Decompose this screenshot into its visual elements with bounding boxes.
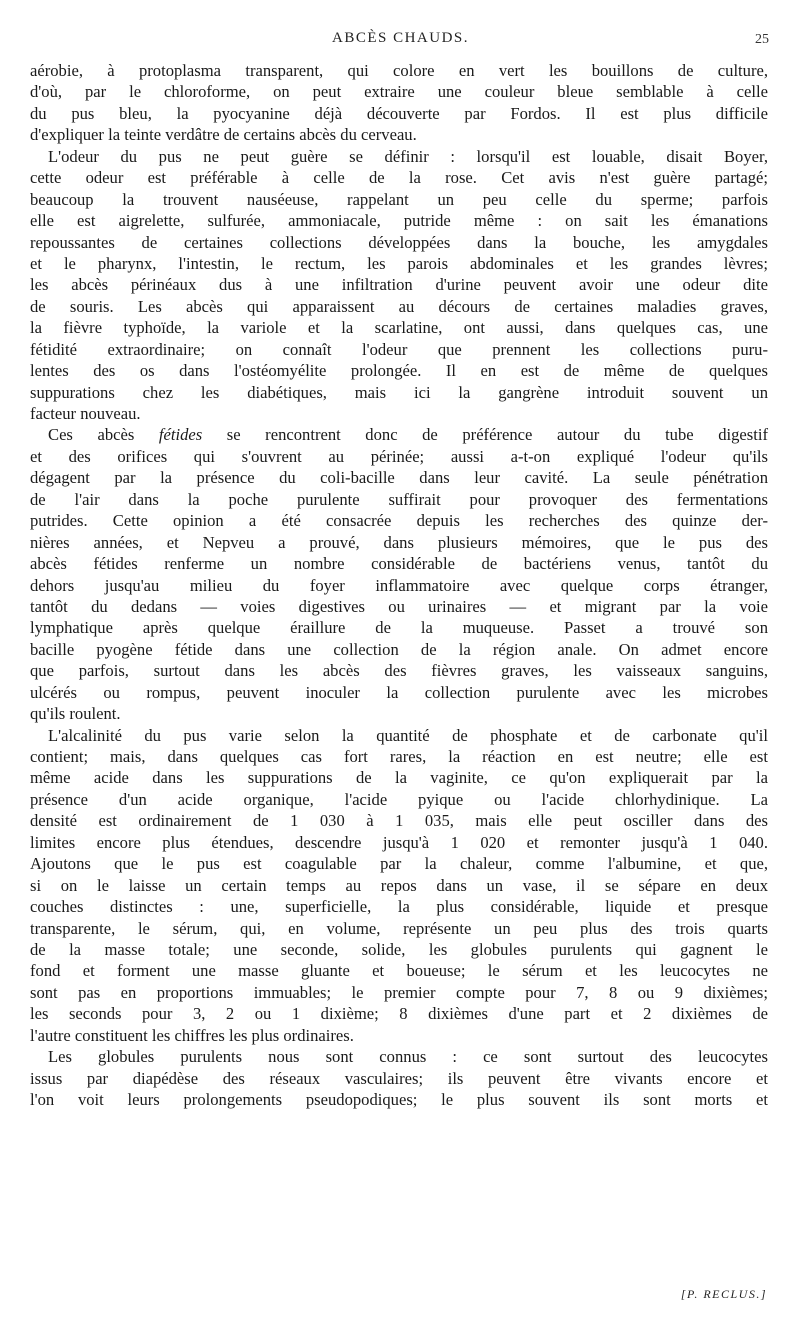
text-line: et des orifices qui s'ouvrent au périnée; aussi a-t-on expliqué l'odeur qu'ils: [30, 446, 768, 466]
page-number: 25: [755, 32, 769, 47]
text-line: elle est aigrelette, sulfurée, ammoniacale, putride même : on sait les émanations: [30, 211, 768, 231]
text-line: Les globules purulents nous sont connus : ce sont surtout des leucocytes: [48, 1047, 768, 1067]
text-line: d'où, par le chloroforme, on peut extraire une couleur bleue semblable à celle: [30, 82, 768, 102]
text-line: L'alcalinité du pus varie selon la quantité de phosphate et de carbonate qu'il: [48, 725, 768, 745]
text-line: dégagent par la présence du coli-bacille dans leur cavité. La seule pénétration: [30, 468, 768, 488]
text-line: repoussantes de certaines collections développées dans la bouche, les amygdales: [30, 232, 768, 252]
text-line: couches distinctes : une, superficielle, la plus considérable, liquide et presque: [30, 897, 768, 917]
text-line: de l'air dans la poche purulente suffirait pour provoquer des fermentations: [30, 489, 768, 509]
text-line: si on le laisse un certain temps au repos dans un vase, il se sépare en deux: [30, 875, 768, 895]
text-line: aérobie, à protoplasma transparent, qui colore en vert les bouillons de culture,: [30, 61, 768, 80]
text-line: l'autre constituent les chiffres les plus ordinaires.: [30, 1025, 354, 1045]
text-line: Ajoutons que le pus est coagulable par la chaleur, comme l'albumine, et que,: [30, 854, 768, 874]
text-line: de la masse totale; une seconde, solide, les globules purulents qui gagnent le: [30, 939, 768, 959]
text-line: abcès fétides renferme un nombre considérable de bactériens venus, tantôt du: [30, 554, 768, 574]
text-line: lymphatique après quelque éraillure de la muqueuse. Passet a trouvé son: [30, 618, 768, 638]
text-line: fétidité extraordinaire; on connaît l'odeur que prennent les collections puru-: [30, 339, 768, 359]
text-line: L'odeur du pus ne peut guère se définir : lorsqu'il est louable, disait Boyer,: [48, 146, 768, 166]
text-line: les abcès périnéaux dus à une infiltration d'urine peuvent avoir une odeur dite: [30, 275, 768, 295]
text-line: transparente, le sérum, qui, en volume, représente un peu plus des trois quarts: [30, 918, 768, 938]
running-title: ABCÈS CHAUDS.: [331, 30, 470, 46]
text-line: lentes des os dans l'ostéomyélite prolongée. Il en est de même de quelques: [30, 361, 768, 381]
text-line: dehors jusqu'au milieu du foyer inflammatoire avec quelque corps étranger,: [30, 575, 768, 595]
text-line: cette odeur est préférable à celle de la rose. Cet avis n'est guère partagé;: [30, 168, 768, 188]
text-line: issus par diapédèse des réseaux vasculaires; ils peuvent être vivants encore et: [30, 1068, 768, 1088]
text-line: bacille pyogène fétide dans une collection de la région anale. On admet encore: [30, 639, 768, 659]
text-line: suppurations chez les diabétiques, mais ici la gangrène introduit souvent un: [30, 382, 768, 402]
text-line: Ces abcès fétides se rencontrent donc de préférence autour du tube digestif: [48, 425, 768, 445]
text-line: nières années, et Nepveu a prouvé, dans plusieurs mémoires, que le pus des: [30, 532, 768, 552]
text-line: densité est ordinairement de 1 030 à 1 035, mais elle peut osciller dans des: [30, 811, 768, 831]
text-line: tantôt du dedans — voies digestives ou urinaires — et migrant par la voie: [30, 596, 768, 616]
text-line: présence d'un acide organique, l'acide pyique ou l'acide chlorhydinique. La: [30, 789, 768, 809]
text-line: ulcérés ou rompus, peuvent inoculer la collection purulente avec les microbes: [30, 682, 768, 702]
text-line: qu'ils roulent.: [30, 704, 121, 724]
text-line: beaucoup la trouvent nauséeuse, rappelant un peu celle du sperme; parfois: [30, 189, 768, 209]
text-line: la fièvre typhoïde, la variole et la scarlatine, ont aussi, dans quelques cas, une: [30, 318, 768, 338]
text-line: putrides. Cette opinion a été consacrée depuis les recherches des quinze der-: [30, 511, 768, 531]
text-line: sont pas en proportions immuables; le premier compte pour 7, 8 ou 9 dixièmes;: [30, 982, 768, 1002]
text-line: de souris. Les abcès qui apparaissent au décours de certaines maladies graves,: [30, 296, 768, 316]
author-signature: [P. RECLUS.]: [680, 1287, 767, 1301]
text-line: d'expliquer la teinte verdâtre de certains abcès du cerveau.: [30, 125, 417, 145]
text-line: les seconds pour 3, 2 ou 1 dixième; 8 dixièmes d'une part et 2 dixièmes de: [30, 1004, 768, 1024]
body-text: [30, 60, 768, 1110]
text-line: que parfois, surtout dans les abcès des fièvres graves, les vaisseaux sanguins,: [30, 661, 768, 681]
text-line: même acide dans les suppurations de la vaginite, ce qu'on expliquerait par la: [30, 768, 768, 788]
text-line: limites encore plus étendues, descendre jusqu'à 1 020 et remonter jusqu'à 1 040.: [30, 832, 768, 852]
text-line: du pus bleu, la pyocyanine déjà découverte par Fordos. Il est plus difficile: [30, 103, 768, 123]
text-line: contient; mais, dans quelques cas fort rares, la réaction en est neutre; elle est: [30, 747, 768, 766]
text-line: fond et forment une masse gluante et boueuse; le sérum et les leucocytes ne: [30, 961, 768, 981]
text-line: l'on voit leurs prolongements pseudopodiques; le plus souvent ils sont morts et: [30, 1090, 768, 1109]
text-line: facteur nouveau.: [30, 404, 141, 423]
running-head: [0, 30, 801, 52]
text-line: et le pharynx, l'intestin, le rectum, les parois abdominales et les grandes lèvres;: [30, 253, 768, 273]
